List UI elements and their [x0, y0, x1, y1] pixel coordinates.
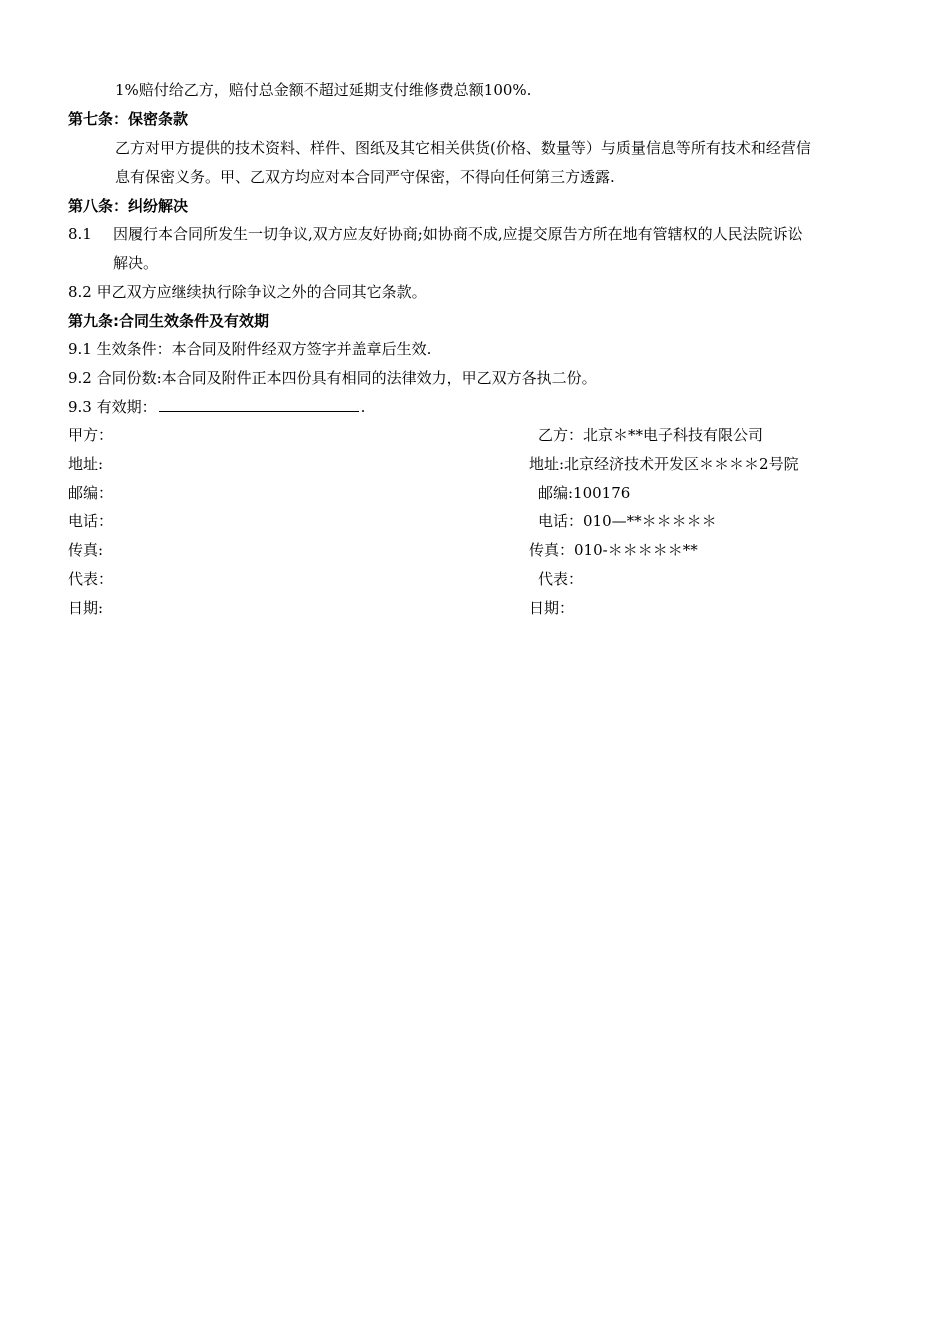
party-a-postcode: 邮编：: [68, 484, 114, 502]
party-a-address: 地址:: [68, 455, 104, 473]
party-a-date: 日期:: [68, 599, 104, 617]
party-b-address: 地址:北京经济技术开发区＊＊＊＊2号院: [529, 455, 799, 473]
party-b-name: 乙方：北京＊**电子科技有限公司: [538, 426, 764, 444]
clause9-item3: [68, 397, 365, 417]
clause7-heading: 第七条：保密条款: [68, 110, 189, 128]
party-b-phone: 电话：010—**＊＊＊＊＊: [538, 512, 717, 530]
clause9-item2: 9.2 合同份数:本合同及附件正本四份具有相同的法律效力，甲乙双方各执二份。: [68, 369, 597, 387]
validity-label: 9.3 有效期：: [68, 398, 157, 416]
party-a-representative: 代表：: [68, 570, 114, 588]
validity-blank-line: [159, 397, 359, 412]
clause8-item1-line2: 解决。: [113, 254, 159, 272]
clause7-body-line2: 息有保密义务。甲、乙双方均应对本合同严守保密，不得向任何第三方透露.: [115, 168, 615, 186]
party-b-representative: 代表：: [538, 570, 584, 588]
clause7-body-line1: 乙方对甲方提供的技术资料、样件、图纸及其它相关供货(价格、数量等）与质量信息等所有技术和经营信: [115, 139, 811, 157]
validity-end-mark: .: [360, 398, 366, 416]
clause6-tail-text: 1%赔付给乙方，赔付总金额不超过延期支付维修费总额100%.: [115, 81, 532, 99]
party-b-postcode: 邮编:100176: [538, 484, 631, 502]
clause8-item2: 8.2 甲乙双方应继续执行除争议之外的合同其它条款。: [68, 283, 427, 301]
party-a-fax: 传真:: [68, 541, 104, 559]
clause8-item1-number: 8.1: [68, 225, 92, 243]
clause8-item1-line1: 因履行本合同所发生一切争议,双方应友好协商;如协商不成,应提交原告方所在地有管辖权的人民法院诉讼: [113, 225, 803, 243]
clause9-item1: 9.1 生效条件：本合同及附件经双方签字并盖章后生效.: [68, 340, 432, 358]
party-a-phone: 电话：: [68, 512, 114, 530]
party-b-fax: 传真：010-＊＊＊＊＊**: [529, 541, 698, 559]
clause9-heading: 第九条:合同生效条件及有效期: [68, 312, 269, 330]
clause8-heading: 第八条：纠纷解决: [68, 197, 189, 215]
party-b-date: 日期：: [529, 599, 575, 617]
party-a-name: 甲方：: [68, 426, 114, 444]
